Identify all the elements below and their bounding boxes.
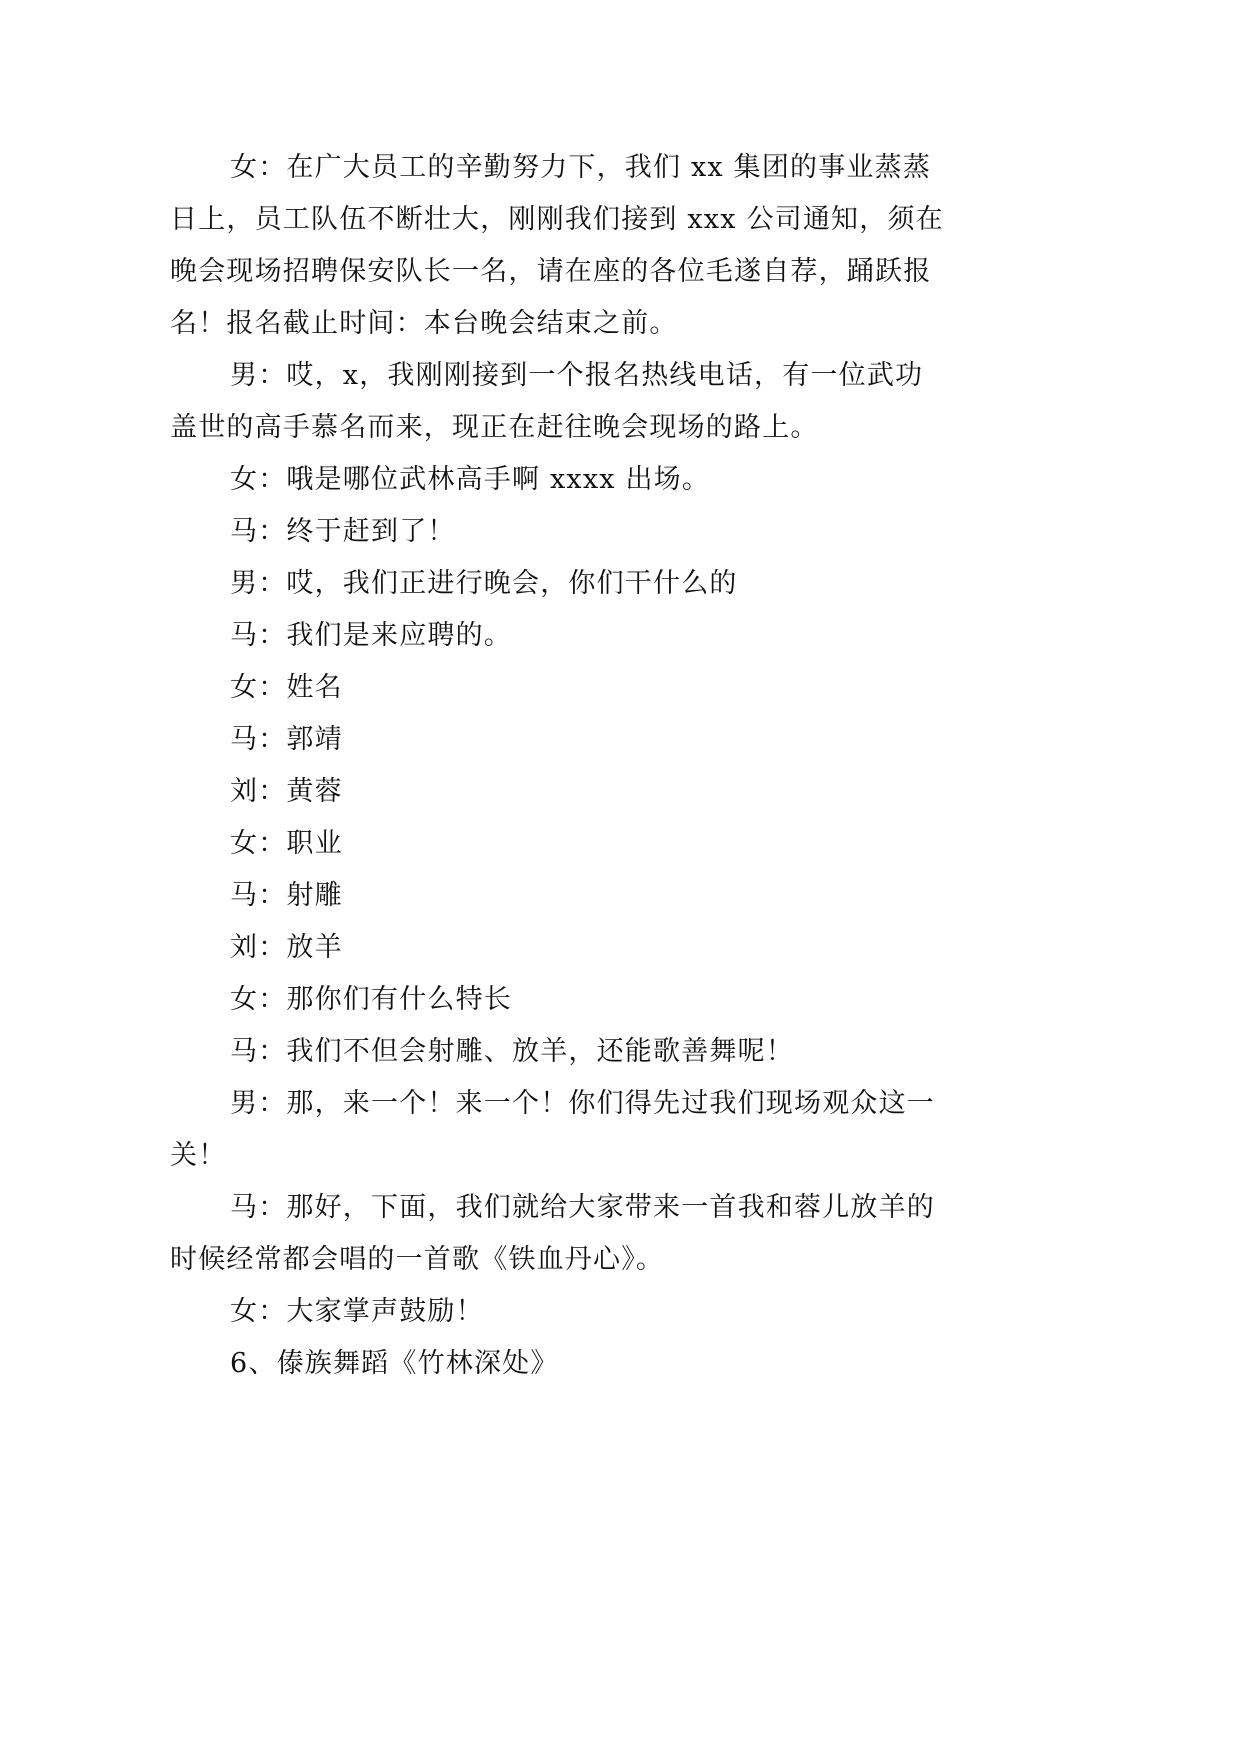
paragraph-14: 马：我们不但会射雕、放羊，还能歌善舞呢！: [230, 1036, 794, 1067]
paragraph-1: 女：在广大员工的辛勤努力下，我们 xx 集团的事业蒸蒸日上，员工队伍不断壮大，刚刚我们接到 xxx 公司通知，须在晚会现场招聘保安队长一名，请在座的各位毛遂自荐，踊跃报名！报名截止时间：本台晚会结束之前。: [170, 152, 944, 339]
paragraph-16: 马：那好，下面，我们就给大家带来一首我和蓉儿放羊的时候经常都会唱的一首歌《铁血丹心》。: [170, 1192, 935, 1275]
paragraph-9: 刘：黄蓉: [230, 776, 343, 807]
paragraph-3: 女：哦是哪位武林高手啊 xxxx 出场。: [230, 464, 711, 495]
paragraph-10: 女：职业: [230, 828, 343, 859]
paragraph-4: 马：终于赶到了！: [230, 516, 456, 547]
paragraph-18: 6、傣族舞蹈《竹林深处》: [230, 1348, 559, 1379]
paragraph-13: 女：那你们有什么特长: [230, 984, 512, 1015]
paragraph-15: 男：那，来一个！来一个！你们得先过我们现场观众这一关！: [170, 1088, 935, 1171]
paragraph-5: 男：哎，我们正进行晚会，你们干什么的: [230, 568, 738, 599]
paragraph-2: 男：哎，x，我刚刚接到一个报名热线电话，有一位武功盖世的高手慕名而来，现正在赶往晚会现场的路上。: [170, 360, 924, 443]
paragraph-17: 女：大家掌声鼓励！: [230, 1296, 484, 1327]
paragraph-12: 刘：放羊: [230, 932, 343, 963]
paragraph-7: 女：姓名: [230, 672, 343, 703]
paragraph-11: 马：射雕: [230, 880, 343, 911]
paragraph-6: 马：我们是来应聘的。: [230, 620, 512, 651]
paragraph-8: 马：郭靖: [230, 724, 343, 755]
